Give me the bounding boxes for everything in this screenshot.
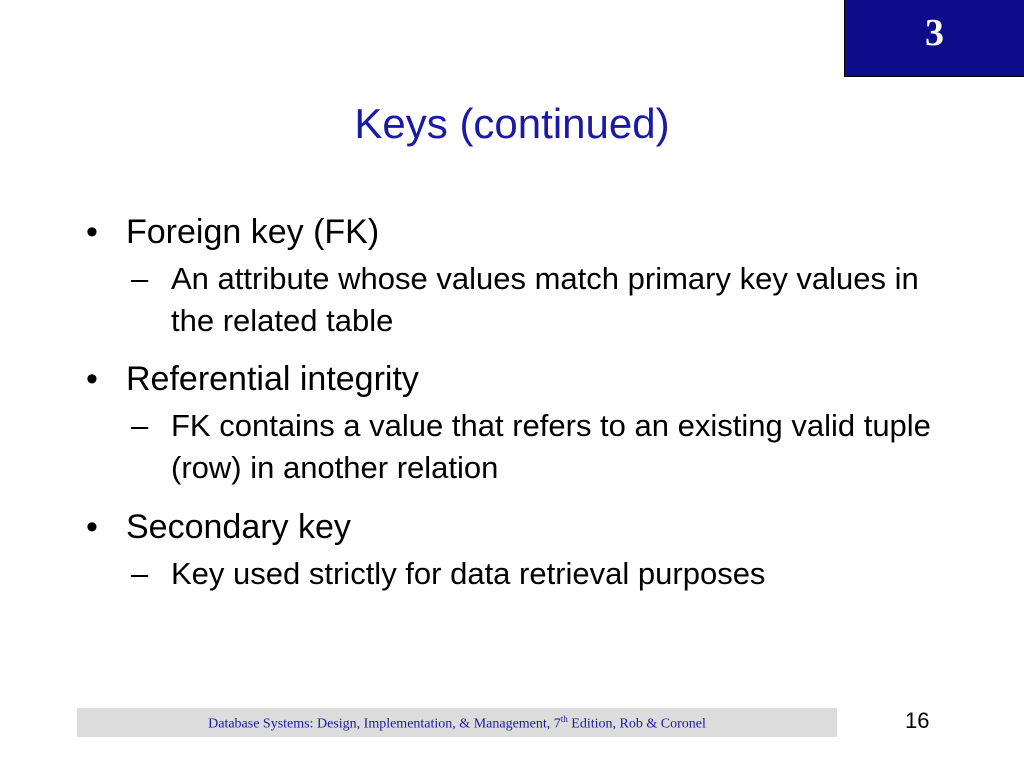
chapter-badge	[844, 0, 1024, 77]
slide-title: Keys (continued)	[354, 100, 670, 147]
sub-bullet-text: An attribute whose values match primary key values in the related table	[171, 260, 919, 338]
bullet-text: Foreign key (FK)	[126, 213, 380, 251]
dash-icon: –	[131, 408, 149, 444]
bullet-referential-integrity	[86, 359, 966, 400]
bullet-icon: •	[86, 507, 98, 546]
footer-text-after: Edition, Rob & Coronel	[567, 716, 706, 732]
bullet-icon: •	[86, 213, 98, 251]
sub-bullet-foreign-key	[131, 258, 966, 342]
slide-content	[86, 212, 966, 595]
dash-icon: –	[131, 260, 149, 296]
bullet-foreign-key	[86, 212, 966, 253]
sub-bullet-secondary-key	[131, 553, 966, 595]
dash-icon: –	[131, 555, 149, 591]
sub-bullet-text: FK contains a value that refers to an existing valid tuple (row) in another relation	[171, 408, 931, 486]
page-number: 16	[905, 708, 930, 733]
sub-bullet-text: Key used strictly for data retrieval purposes	[171, 555, 766, 591]
chapter-number: 3	[925, 12, 944, 54]
footer-bar	[77, 708, 837, 737]
bullet-text: Secondary key	[126, 507, 351, 546]
footer-text-before: Database Systems: Design, Implementation, & Management, 7	[208, 716, 561, 732]
sub-bullet-referential-integrity	[131, 405, 966, 489]
footer-citation	[77, 714, 837, 733]
footer-superscript: th	[560, 714, 568, 724]
bullet-text: Referential integrity	[126, 360, 419, 399]
bullet-secondary-key	[86, 507, 966, 548]
bullet-icon: •	[86, 360, 98, 399]
